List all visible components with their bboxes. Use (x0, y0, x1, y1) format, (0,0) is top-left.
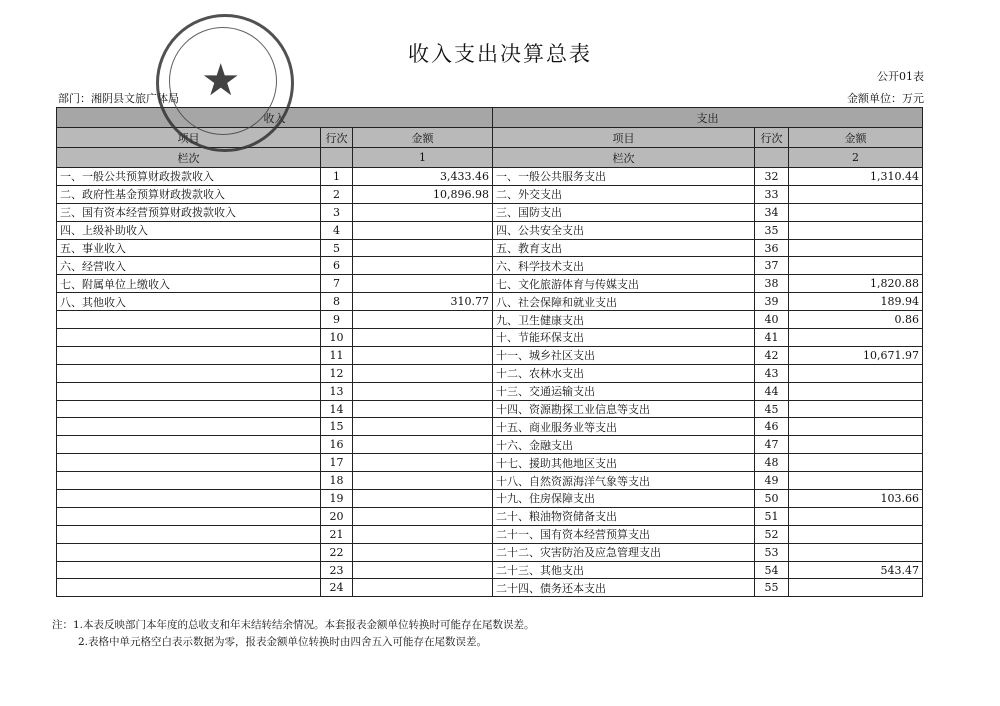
table-row (57, 168, 923, 186)
income-item-cell (57, 472, 321, 490)
expense-item-cell: 十五、商业服务业等支出 (493, 418, 755, 436)
income-amount-cell (353, 418, 493, 436)
income-amount-cell (353, 382, 493, 400)
expense-amount-cell: 1,820.88 (789, 275, 923, 293)
expense-item-cell: 九、卫生健康支出 (493, 311, 755, 329)
income-item-cell (57, 507, 321, 525)
expense-amount-cell (789, 329, 923, 347)
unit-label: 金额单位：万元 (847, 92, 924, 105)
income-amount-cell (353, 221, 493, 239)
income-item-cell (57, 561, 321, 579)
income-rowno-cell: 14 (321, 400, 353, 418)
expense-rowno-cell: 39 (755, 293, 789, 311)
table-row (57, 329, 923, 347)
expense-rowno-header: 行次 (755, 128, 789, 148)
expense-rowno-cell: 52 (755, 525, 789, 543)
expense-item-cell: 六、科学技术支出 (493, 257, 755, 275)
income-amount-cell (353, 472, 493, 490)
income-rowno-cell: 22 (321, 543, 353, 561)
income-amount-cell (353, 275, 493, 293)
income-amount-cell (353, 346, 493, 364)
expense-amount-cell: 1,310.44 (789, 168, 923, 186)
income-amount-cell (353, 436, 493, 454)
income-item-cell: 二、政府性基金预算财政拨款收入 (57, 185, 321, 203)
income-rowno-cell: 16 (321, 436, 353, 454)
income-rowno-cell: 2 (321, 185, 353, 203)
expense-item-cell: 二十三、其他支出 (493, 561, 755, 579)
income-rowno-cell: 23 (321, 561, 353, 579)
expense-amount-cell (789, 418, 923, 436)
income-item-cell (57, 490, 321, 508)
expense-amount-cell (789, 436, 923, 454)
page-title: 收入支出决算总表 (408, 42, 592, 66)
expense-amount-cell (789, 454, 923, 472)
expense-item-cell: 十、节能环保支出 (493, 329, 755, 347)
income-rowno-cell: 13 (321, 382, 353, 400)
income-col-label: 栏次 (57, 148, 321, 168)
expense-rowno-cell: 51 (755, 507, 789, 525)
expense-rowno-cell: 42 (755, 346, 789, 364)
table-row (57, 382, 923, 400)
income-group-header: 收入 (57, 108, 493, 128)
expense-col-label: 栏次 (493, 148, 755, 168)
expense-item-cell: 二十一、国有资本经营预算支出 (493, 525, 755, 543)
income-amount-cell: 10,896.98 (353, 185, 493, 203)
income-amount-cell (353, 311, 493, 329)
form-code: 公开01表 (877, 70, 924, 83)
expense-item-cell: 十一、城乡社区支出 (493, 346, 755, 364)
income-item-cell (57, 364, 321, 382)
income-rowno-cell: 6 (321, 257, 353, 275)
income-amount-cell (353, 490, 493, 508)
expense-amount-cell: 10,671.97 (789, 346, 923, 364)
expense-col-blank (755, 148, 789, 168)
expense-amount-header: 金额 (789, 128, 923, 148)
income-rowno-cell: 5 (321, 239, 353, 257)
expense-amount-cell (789, 257, 923, 275)
expense-item-cell: 二、外交支出 (493, 185, 755, 203)
income-rowno-cell: 24 (321, 579, 353, 597)
income-item-cell: 一、一般公共预算财政拨款收入 (57, 168, 321, 186)
income-rowno-cell: 21 (321, 525, 353, 543)
table-row (57, 221, 923, 239)
expense-rowno-cell: 53 (755, 543, 789, 561)
table-row (57, 561, 923, 579)
table-row (57, 436, 923, 454)
expense-item-cell: 十四、资源勘探工业信息等支出 (493, 400, 755, 418)
income-item-cell: 八、其他收入 (57, 293, 321, 311)
expense-item-cell: 二十四、债务还本支出 (493, 579, 755, 597)
expense-rowno-cell: 35 (755, 221, 789, 239)
expense-amount-cell (789, 525, 923, 543)
income-amount-cell (353, 400, 493, 418)
income-expense-table (56, 107, 923, 597)
income-item-cell (57, 418, 321, 436)
income-col-blank (321, 148, 353, 168)
income-amount-cell (353, 579, 493, 597)
table-row (57, 203, 923, 221)
table-row (57, 490, 923, 508)
expense-rowno-cell: 55 (755, 579, 789, 597)
income-amount-cell (353, 257, 493, 275)
footnote-2: 2.表格中单元格空白表示数据为零，报表金额单位转换时由四舍五入可能存在尾数误差。 (78, 636, 488, 648)
expense-item-cell: 五、教育支出 (493, 239, 755, 257)
income-item-cell (57, 311, 321, 329)
expense-rowno-cell: 37 (755, 257, 789, 275)
expense-group-header: 支出 (493, 108, 923, 128)
income-item-cell: 五、事业收入 (57, 239, 321, 257)
table-row (57, 311, 923, 329)
income-rowno-cell: 10 (321, 329, 353, 347)
income-rowno-header: 行次 (321, 128, 353, 148)
expense-rowno-cell: 36 (755, 239, 789, 257)
expense-amount-cell (789, 507, 923, 525)
income-item-cell: 七、附属单位上缴收入 (57, 275, 321, 293)
income-amount-cell (353, 561, 493, 579)
expense-item-cell: 十二、农林水支出 (493, 364, 755, 382)
expense-amount-cell (789, 472, 923, 490)
income-col-number: 1 (353, 148, 493, 168)
expense-amount-cell (789, 185, 923, 203)
official-seal (156, 14, 294, 152)
table-row (57, 293, 923, 311)
income-rowno-cell: 20 (321, 507, 353, 525)
expense-rowno-cell: 45 (755, 400, 789, 418)
expense-rowno-cell: 38 (755, 275, 789, 293)
expense-item-cell: 一、一般公共服务支出 (493, 168, 755, 186)
table-row (57, 239, 923, 257)
income-amount-cell (353, 507, 493, 525)
income-item-cell (57, 346, 321, 364)
expense-amount-cell (789, 239, 923, 257)
income-rowno-cell: 17 (321, 454, 353, 472)
income-item-cell: 六、经营收入 (57, 257, 321, 275)
income-item-cell (57, 329, 321, 347)
income-amount-cell (353, 454, 493, 472)
expense-amount-cell (789, 543, 923, 561)
income-rowno-cell: 11 (321, 346, 353, 364)
expense-item-cell: 三、国防支出 (493, 203, 755, 221)
income-rowno-cell: 3 (321, 203, 353, 221)
income-amount-cell (353, 525, 493, 543)
income-item-cell (57, 579, 321, 597)
table-row (57, 257, 923, 275)
income-item-cell (57, 382, 321, 400)
expense-rowno-cell: 33 (755, 185, 789, 203)
income-amount-cell (353, 364, 493, 382)
income-amount-cell (353, 543, 493, 561)
income-rowno-cell: 18 (321, 472, 353, 490)
income-rowno-cell: 8 (321, 293, 353, 311)
income-item-cell (57, 454, 321, 472)
income-amount-header: 金额 (353, 128, 493, 148)
table-row (57, 346, 923, 364)
expense-rowno-cell: 54 (755, 561, 789, 579)
table-row (57, 275, 923, 293)
expense-amount-cell: 543.47 (789, 561, 923, 579)
expense-item-cell: 十六、金融支出 (493, 436, 755, 454)
expense-rowno-cell: 50 (755, 490, 789, 508)
table-row (57, 454, 923, 472)
expense-item-cell: 十八、自然资源海洋气象等支出 (493, 472, 755, 490)
expense-rowno-cell: 32 (755, 168, 789, 186)
income-amount-cell (353, 239, 493, 257)
expense-amount-cell (789, 364, 923, 382)
expense-rowno-cell: 40 (755, 311, 789, 329)
income-amount-cell: 3,433.46 (353, 168, 493, 186)
footnote-1: 注：1.本表反映部门本年度的总收支和年末结转结余情况。本套报表金额单位转换时可能存在尾数误差。 (52, 619, 535, 631)
income-rowno-cell: 1 (321, 168, 353, 186)
income-item-cell (57, 543, 321, 561)
income-amount-cell (353, 203, 493, 221)
expense-amount-cell: 189.94 (789, 293, 923, 311)
expense-item-cell: 十七、援助其他地区支出 (493, 454, 755, 472)
expense-item-cell: 四、公共安全支出 (493, 221, 755, 239)
expense-rowno-cell: 48 (755, 454, 789, 472)
income-rowno-cell: 15 (321, 418, 353, 436)
table-row (57, 472, 923, 490)
expense-item-cell: 十九、住房保障支出 (493, 490, 755, 508)
income-rowno-cell: 12 (321, 364, 353, 382)
income-rowno-cell: 19 (321, 490, 353, 508)
income-amount-cell (353, 329, 493, 347)
expense-rowno-cell: 47 (755, 436, 789, 454)
income-item-cell: 四、上级补助收入 (57, 221, 321, 239)
table-row (57, 507, 923, 525)
department-label: 部门：湘阴县文旅广体局 (58, 92, 179, 105)
income-item-cell (57, 436, 321, 454)
expense-amount-cell (789, 382, 923, 400)
expense-item-cell: 二十、粮油物资储备支出 (493, 507, 755, 525)
income-rowno-cell: 9 (321, 311, 353, 329)
expense-amount-cell (789, 203, 923, 221)
income-rowno-cell: 7 (321, 275, 353, 293)
expense-rowno-cell: 49 (755, 472, 789, 490)
expense-amount-cell (789, 221, 923, 239)
expense-amount-cell: 103.66 (789, 490, 923, 508)
column-index-row (57, 148, 923, 168)
footnotes (52, 617, 535, 651)
expense-item-cell: 二十二、灾害防治及应急管理支出 (493, 543, 755, 561)
table-row (57, 525, 923, 543)
expense-col-number: 2 (789, 148, 923, 168)
expense-amount-cell (789, 400, 923, 418)
table-row (57, 543, 923, 561)
expense-item-header: 项目 (493, 128, 755, 148)
income-rowno-cell: 4 (321, 221, 353, 239)
expense-item-cell: 八、社会保障和就业支出 (493, 293, 755, 311)
table-row (57, 579, 923, 597)
expense-amount-cell (789, 579, 923, 597)
expense-item-cell: 七、文化旅游体育与传媒支出 (493, 275, 755, 293)
expense-item-cell: 十三、交通运输支出 (493, 382, 755, 400)
income-item-cell (57, 525, 321, 543)
income-amount-cell: 310.77 (353, 293, 493, 311)
expense-rowno-cell: 41 (755, 329, 789, 347)
table-row (57, 400, 923, 418)
table-row (57, 185, 923, 203)
expense-rowno-cell: 43 (755, 364, 789, 382)
star-icon: ★ (201, 55, 241, 106)
income-item-cell: 三、国有资本经营预算财政拨款收入 (57, 203, 321, 221)
expense-rowno-cell: 44 (755, 382, 789, 400)
income-item-cell (57, 400, 321, 418)
expense-amount-cell: 0.86 (789, 311, 923, 329)
table-row (57, 418, 923, 436)
expense-rowno-cell: 34 (755, 203, 789, 221)
income-item-header: 项目 (57, 128, 321, 148)
table-row (57, 364, 923, 382)
expense-rowno-cell: 46 (755, 418, 789, 436)
